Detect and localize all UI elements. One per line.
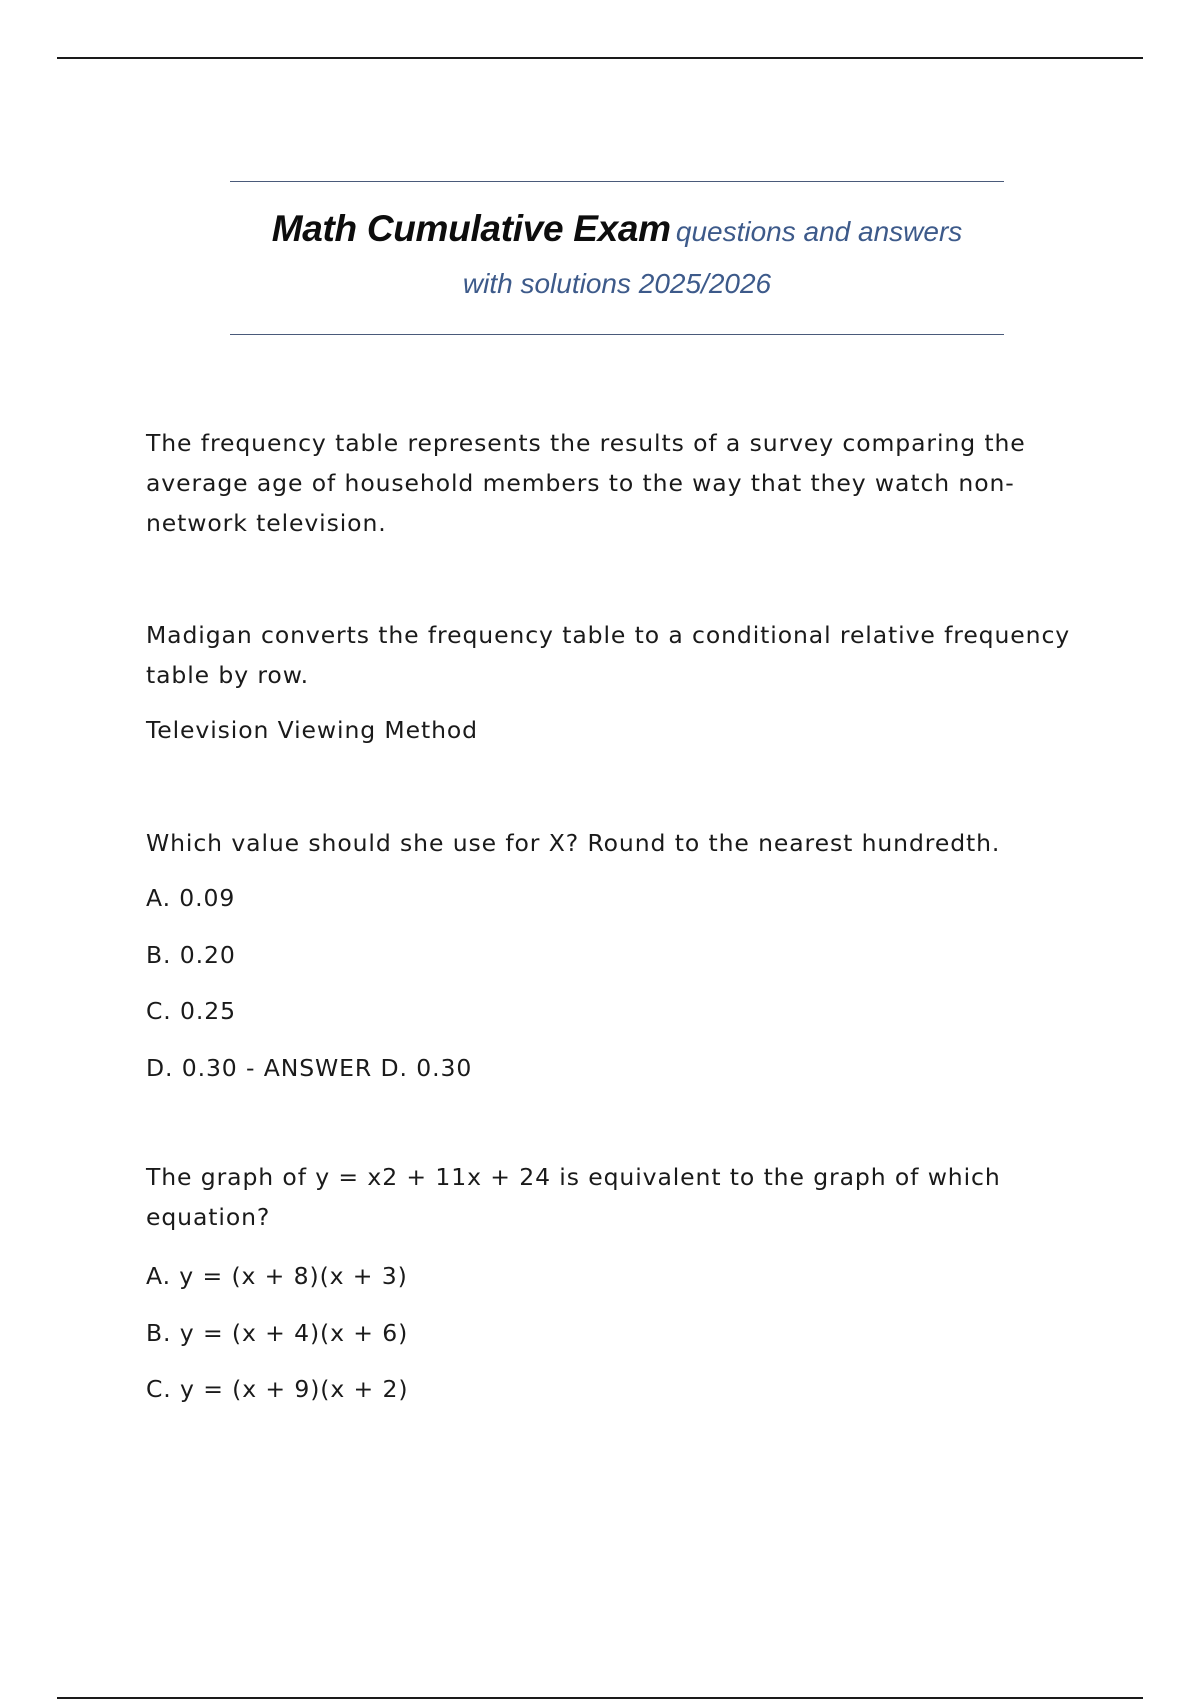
q1-table-label: Television Viewing Method — [146, 716, 478, 744]
q2-question: The graph of y = x2 + 11x + 24 is equivalent to the graph of which equation? — [146, 1163, 1001, 1231]
q2-option-c: C. y = (x + 9)(x + 2) — [146, 1375, 409, 1403]
page-top-rule — [57, 57, 1143, 59]
page-subtitle-part-2: with solutions 2025/2026 — [462, 268, 772, 299]
q1-option-d-with-answer: D. 0.30 - ANSWER D. 0.30 — [146, 1054, 473, 1082]
q2-option-a: A. y = (x + 8)(x + 3) — [146, 1262, 408, 1290]
page-bottom-rule — [57, 1697, 1143, 1699]
q2-option-b: B. y = (x + 4)(x + 6) — [146, 1319, 409, 1347]
q1-option-a: A. 0.09 — [146, 884, 236, 912]
q1-intro-paragraph: The frequency table represents the results of a survey comparing the average age of household members to the way that they watch non-network television. — [146, 429, 1026, 537]
title-block — [230, 181, 1004, 335]
title-line-1 — [230, 208, 1004, 250]
q1-context-paragraph: Madigan converts the frequency table to a conditional relative frequency table by row. — [146, 621, 1071, 689]
page-subtitle-part-1: questions and answers — [675, 216, 963, 247]
q1-question: Which value should she use for X? Round to the nearest hundredth. — [146, 829, 1001, 857]
q1-option-c: C. 0.25 — [146, 997, 236, 1025]
page-title: Math Cumulative Exam — [271, 208, 671, 249]
q1-option-b: B. 0.20 — [146, 941, 236, 969]
